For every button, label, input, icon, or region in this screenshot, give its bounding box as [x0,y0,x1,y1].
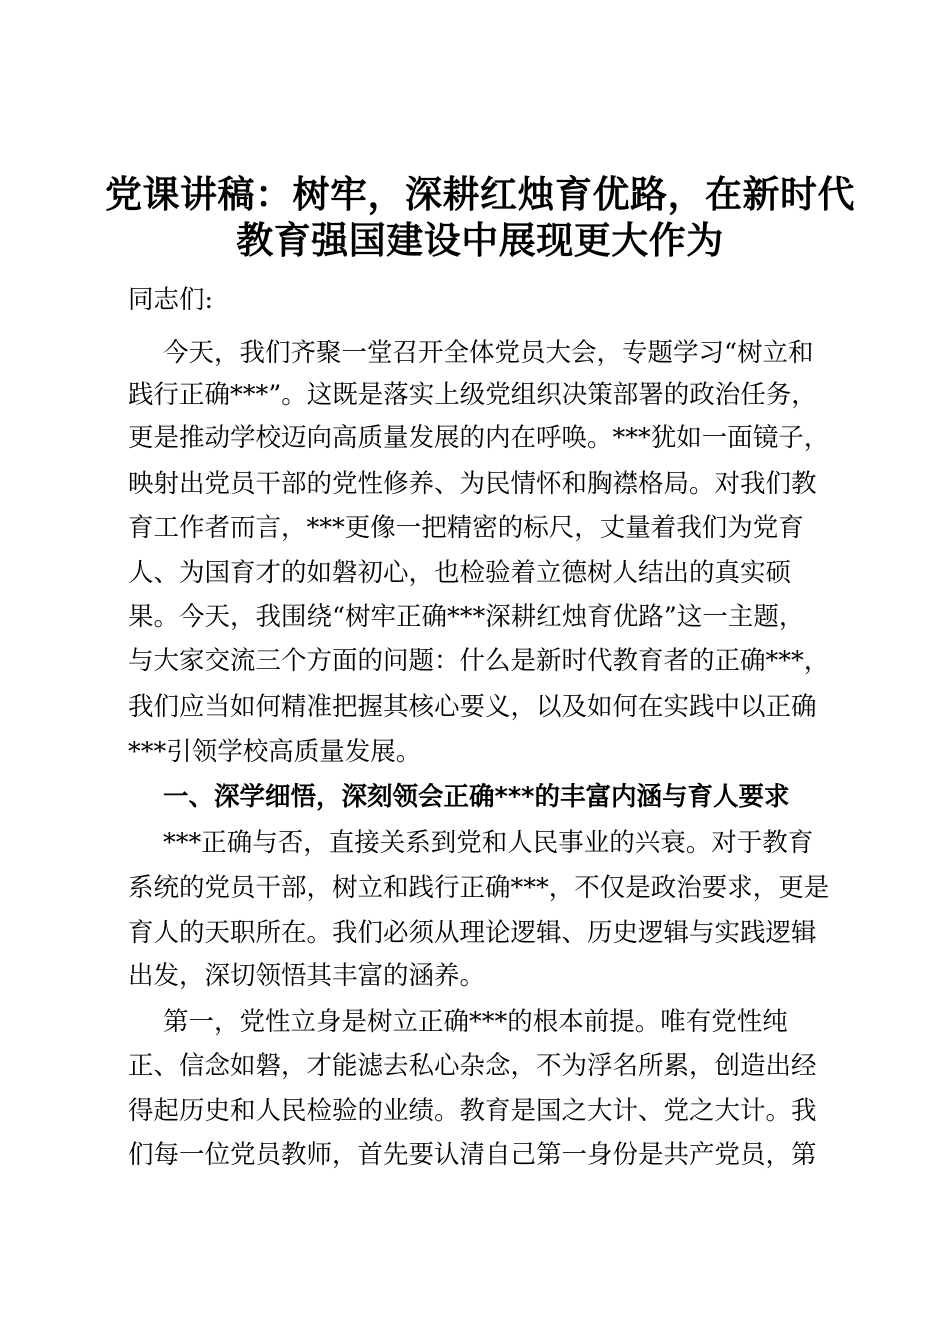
paragraph-2-line: 育人的天职所在。我们必须从理论逻辑、历史逻辑与实践逻辑 [128,918,817,948]
paragraph-1-line: 育工作者而言，***更像一把精密的标尺，丈量着我们为党育 [128,513,804,543]
paragraph-1-line: 映射出党员干部的党性修养、为民情怀和胸襟格局。对我们教 [128,469,817,499]
section-1-heading: 一、深学细悟，深刻领会正确***的丰富内涵与育人要求 [163,782,790,812]
paragraph-3-line: 正、信念如磐，才能滤去私心杂念，不为浮名所累，创造出经 [128,1051,817,1081]
paragraph-2-line: ***正确与否，直接关系到党和人民事业的兴衰。对于教育 [163,828,814,858]
paragraph-1-line: 践行正确***”。这既是落实上级党组织决策部署的政治任务， [128,380,817,410]
paragraph-1-line: 我们应当如何精准把握其核心要义，以及如何在实践中以正确 [128,692,817,722]
document-title-line-2: 教育强国建设中展现更大作为 [236,219,724,262]
paragraph-3-line: 们每一位党员教师，首先要认清自己第一身份是共产党员，第 [128,1140,817,1170]
paragraph-1-line: 果。今天，我围绕“树牢正确***深耕红烛育优路”这一主题， [128,602,805,632]
paragraph-1-line: 与大家交流三个方面的问题：什么是新时代教育者的正确***， [128,646,830,676]
paragraph-2-line: 出发，深切领悟其丰富的涵养。 [128,961,486,991]
paragraph-1-line: 更是推动学校迈向高质量发展的内在呼唤。***犹如一面镜子， [128,423,830,453]
paragraph-1-line: 今天，我们齐聚一堂召开全体党员大会，专题学习“树立和 [163,338,814,368]
document-title-line-1: 党课讲稿：树牢，深耕红烛育优路，在新时代 [105,173,855,216]
paragraph-1-line: ***引领学校高质量发展。 [128,737,422,767]
paragraph-1-line: 人、为国育才的如磐初心，也检验着立德树人结出的真实硕 [128,558,792,588]
salutation: 同志们: [128,285,214,315]
paragraph-2-line: 系统的党员干部，树立和践行正确***，不仅是政治要求，更是 [128,873,830,903]
paragraph-3-line: 第一，党性立身是树立正确***的根本前提。唯有党性纯 [163,1007,788,1037]
paragraph-3-line: 得起历史和人民检验的业绩。教育是国之大计、党之大计。我 [128,1096,817,1126]
